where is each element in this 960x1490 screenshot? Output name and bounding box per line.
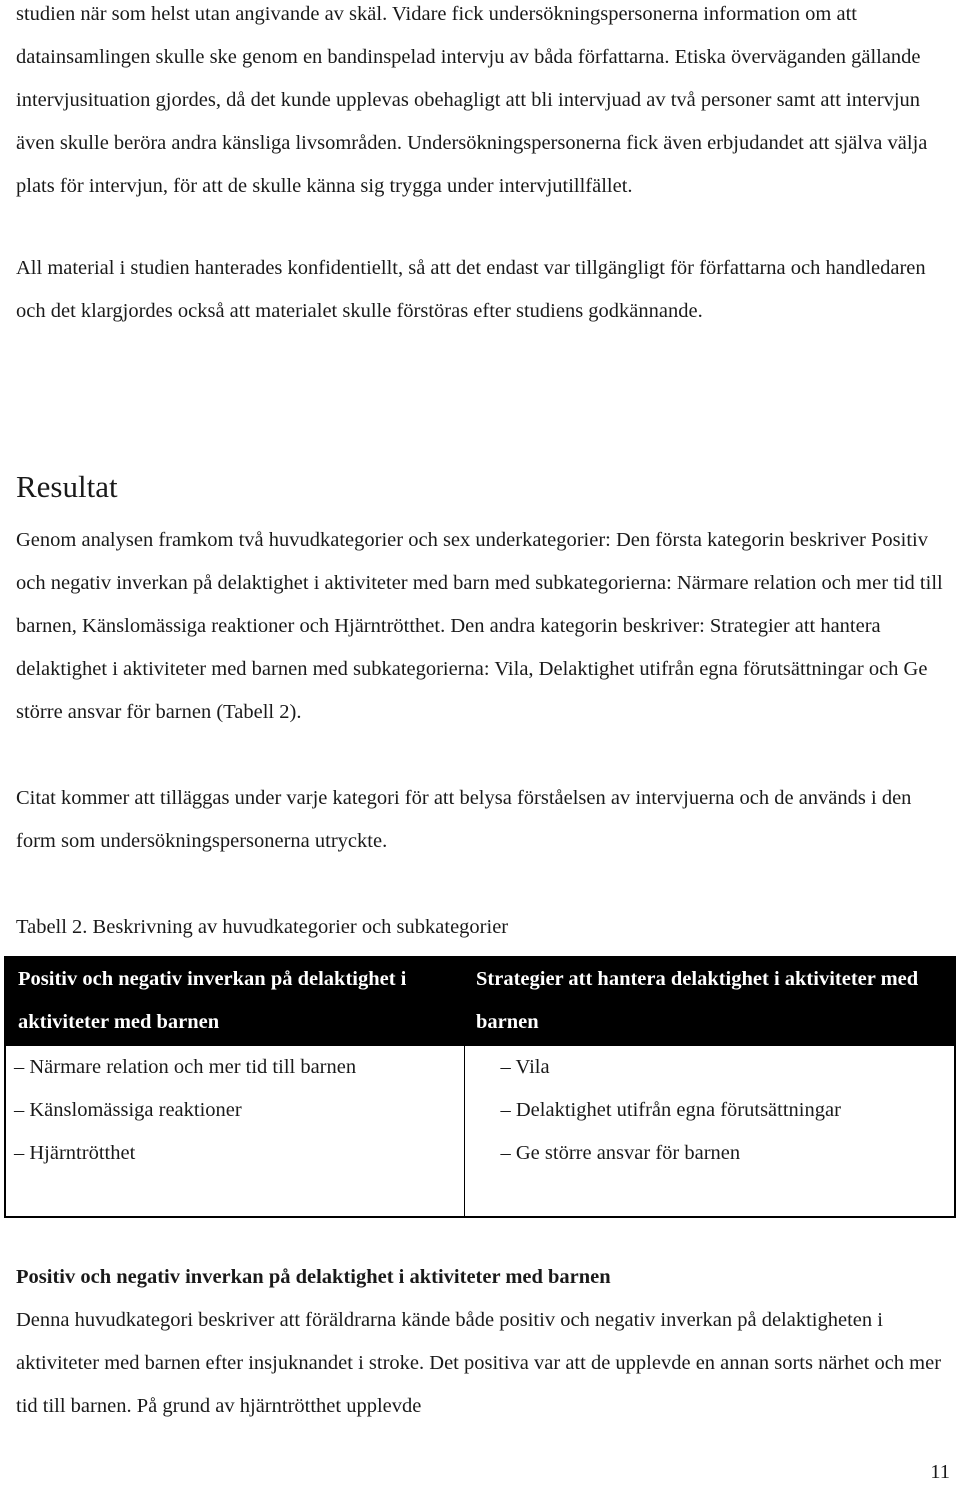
subcategory-item bbox=[501, 1132, 945, 1175]
dash-marker: – bbox=[14, 1056, 25, 1078]
subcategory-label: Delaktighet utifrån egna förutsättningar bbox=[515, 1099, 841, 1121]
body-paragraph: Citat kommer att tilläggas under varje kategori för att belysa förståelsen av intervjuerna och de används i den form som undersökningspersonerna utryckte. bbox=[16, 787, 912, 852]
subcategory-item bbox=[501, 1089, 945, 1132]
subcategory-item bbox=[14, 1046, 454, 1089]
subcategory-item bbox=[14, 1089, 454, 1132]
subcategory-label: Vila bbox=[515, 1056, 550, 1078]
subsection-heading: Positiv och negativ inverkan på delaktighet i aktiviteter med barnen bbox=[16, 1266, 611, 1288]
body-paragraph: studien när som helst utan angivande av skäl. Vidare fick undersökningspersonerna information om att datainsamlingen skulle ske genom en bandinspelad intervju av båda författarna. Etiska överväganden gällande intervjusituation gjordes, då det kunde upplevas obehagligt att bli intervjuad av två personer samt att intervjun även skulle beröra andra känsliga livsområden. Undersökningspersonerna fick även erbjudandet att själva välja plats för intervjun, för att de skulle känna sig trygga under intervjutillfället. bbox=[16, 3, 928, 197]
subcategory-item bbox=[14, 1132, 454, 1175]
table-row bbox=[5, 1046, 955, 1217]
table-cell bbox=[464, 1046, 955, 1217]
body-paragraph: All material i studien hanterades konfidentiellt, så att det endast var tillgängligt för författarna och handledaren och det klargjordes också att materialet skulle förstöras efter studiens godkännande. bbox=[16, 257, 926, 322]
body-paragraph: Denna huvudkategori beskriver att föräldrarna kände både positiv och negativ inverkan på delaktigheten i aktiviteter med barnen efter insjuknandet i stroke. Det positiva var att de upplevde en annan sorts närhet och mer tid till barnen. På grund av hjärntrötthet upplevde bbox=[16, 1309, 942, 1417]
category-table bbox=[4, 956, 956, 1218]
body-paragraph: Genom analysen framkom två huvudkategorier och sex underkategorier: Den första kategorin beskriver Positiv och negativ inverkan på delaktighet i aktiviteter med barn med subkategorierna: Närmare relation och mer tid till barnen, Känslomässiga reaktioner och Hjärntrötthet. Den andra kategorin beskriver: Strategier att hantera delaktighet i aktiviteter med barnen med subkategorierna: Vila, Delaktighet utifrån egna förutsättningar och Ge större ansvar för barnen (Tabell 2). bbox=[16, 529, 943, 723]
subcategory-label: Ge större ansvar för barnen bbox=[515, 1142, 741, 1164]
dash-marker: – bbox=[500, 1099, 511, 1121]
page-number: 11 bbox=[930, 1461, 950, 1483]
table-header-row bbox=[5, 957, 955, 1046]
dash-marker: – bbox=[500, 1056, 511, 1078]
subcategory-item bbox=[501, 1046, 945, 1089]
dash-marker: – bbox=[14, 1142, 25, 1164]
table-caption: Tabell 2. Beskrivning av huvudkategorier och subkategorier bbox=[16, 916, 509, 938]
subcategory-label: Känslomässiga reaktioner bbox=[29, 1099, 242, 1121]
subcategory-label: Hjärntrötthet bbox=[29, 1142, 136, 1164]
subcategory-label: Närmare relation och mer tid till barnen bbox=[29, 1056, 357, 1078]
table-header-cell: Strategier att hantera delaktighet i aktiviteter med barnen bbox=[464, 957, 955, 1046]
dash-marker: – bbox=[500, 1142, 511, 1164]
dash-marker: – bbox=[14, 1099, 25, 1121]
table-cell bbox=[5, 1046, 464, 1217]
section-heading: Resultat bbox=[16, 469, 118, 504]
table-header-cell: Positiv och negativ inverkan på delaktighet i aktiviteter med barnen bbox=[5, 957, 464, 1046]
